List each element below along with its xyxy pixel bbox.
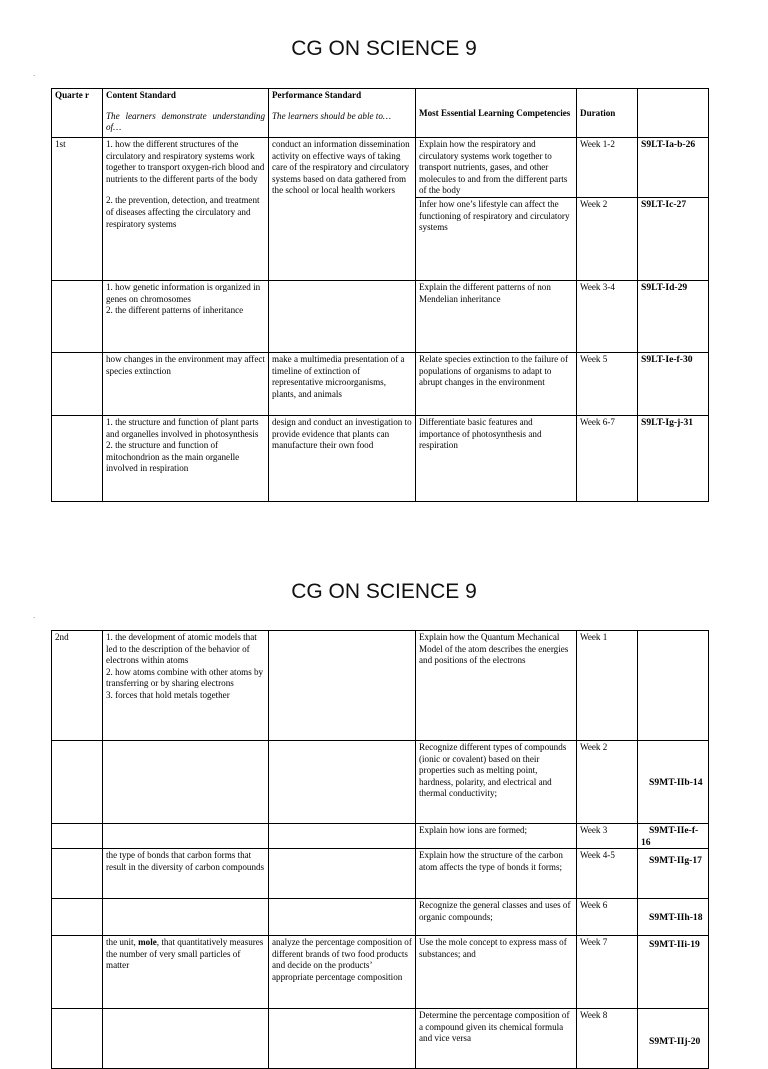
- content-standard-cell: 1. the structure and function of plant parts and organelles involved in photosynthesis 2. the structure and function of mitochondrion as the main organelle involved in respiration: [103, 415, 269, 501]
- competency-cell: Explain how the respiratory and circulatory systems work together to transport nutrients, gases, and other molecules to and from the different parts of the body: [416, 138, 577, 198]
- competency-cell: Determine the percentage composition of a compound given its chemical formula and vice versa: [416, 1009, 577, 1069]
- quarter-cell: [52, 936, 103, 1009]
- code-cell: S9LT-Ie-f-30: [638, 352, 709, 415]
- duration-cell: Week 2: [577, 197, 638, 280]
- table-row: [52, 849, 709, 899]
- duration-cell: Week 5: [577, 352, 638, 415]
- performance-standard-cell: [269, 1009, 416, 1069]
- performance-standard-cell: [269, 280, 416, 352]
- content-standard-cell: [103, 1009, 269, 1069]
- performance-standard-cell: analyze the percentage composition of different brands of two food products and decide on the products’ appropriate percentage composition: [269, 936, 416, 1009]
- code-cell: S9LT-Ic-27: [638, 197, 709, 280]
- competency-cell: Relate species extinction to the failure of populations of organisms to adapt to abrupt changes in the environment: [416, 352, 577, 415]
- performance-standard-cell: [269, 849, 416, 899]
- content-standard-cell: [103, 824, 269, 849]
- duration-cell: Week 1-2: [577, 138, 638, 198]
- performance-standard-cell: conduct an information dissemination activity on effective ways of taking care of the respiratory and circulatory systems based on data gathered from the school or local health workers: [269, 138, 416, 281]
- header-melc: Most Essential Learning Competencies: [416, 89, 577, 138]
- performance-standard-cell: design and conduct an investigation to provide evidence that plants can manufacture their own food: [269, 415, 416, 501]
- quarter-cell: 1st: [52, 138, 103, 281]
- header-code: [638, 89, 709, 138]
- competency-cell: Explain how ions are formed;: [416, 824, 577, 849]
- quarter-cell: [52, 1009, 103, 1069]
- content-standard-cell: how changes in the environment may affect species extinction: [103, 352, 269, 415]
- duration-cell: Week 3-4: [577, 280, 638, 352]
- quarter-cell: [52, 352, 103, 415]
- content-standard-cell: 1. how genetic information is organized in genes on chromosomes 2. the different patterns of inheritance: [103, 280, 269, 352]
- quarter-cell: [52, 280, 103, 352]
- table-row: [52, 415, 709, 501]
- table-row: [52, 936, 709, 1009]
- code-cell: S9MT-IIi-19: [638, 936, 709, 1009]
- content-standard-cell: 1. the development of atomic models that led to the description of the behavior of electrons within atoms 2. how atoms combine with other atoms by transferring or by sharing electrons 3. forces that hold metals together: [103, 631, 269, 741]
- content-standard-cell: [103, 741, 269, 824]
- duration-cell: Week 1: [577, 631, 638, 741]
- duration-cell: Week 7: [577, 936, 638, 1009]
- page-title: CG ON SCIENCE 9: [291, 37, 477, 60]
- code-cell: S9LT-Ia-b-26: [638, 138, 709, 198]
- header-content-standard: Content Standard The learners demonstrate understanding of…: [103, 89, 269, 138]
- competency-cell: Explain how the structure of the carbon atom affects the type of bonds it forms;: [416, 849, 577, 899]
- competency-cell: Explain the different patterns of non Mendelian inheritance: [416, 280, 577, 352]
- duration-cell: Week 2: [577, 741, 638, 824]
- content-standard-cell: the type of bonds that carbon forms that result in the diversity of carbon compounds: [103, 849, 269, 899]
- quarter-cell: [52, 415, 103, 501]
- competency-cell: Infer how one’s lifestyle can affect the functioning of respiratory and circulatory systems: [416, 197, 577, 280]
- content-standard-cell: [103, 899, 269, 936]
- table-row: [52, 899, 709, 936]
- curriculum-table-q1: [51, 88, 709, 502]
- table-row: [52, 138, 709, 198]
- curriculum-table-q2: [51, 630, 709, 1069]
- performance-standard-cell: [269, 899, 416, 936]
- duration-cell: Week 4-5: [577, 849, 638, 899]
- duration-cell: Week 3: [577, 824, 638, 849]
- duration-cell: Week 8: [577, 1009, 638, 1069]
- code-cell: S9MT-IIe-f-16: [638, 824, 709, 849]
- performance-standard-cell: [269, 824, 416, 849]
- competency-cell: Recognize different types of compounds (ionic or covalent) based on their properties such as melting point, hardness, polarity, and electrical and thermal conductivity;: [416, 741, 577, 824]
- header-performance-standard: Performance Standard The learners should be able to…: [269, 89, 416, 138]
- table-row: [52, 741, 709, 824]
- competency-cell: Recognize the general classes and uses of organic compounds;: [416, 899, 577, 936]
- quarter-cell: [52, 849, 103, 899]
- table-row: [52, 824, 709, 849]
- code-cell: S9LT-Id-29: [638, 280, 709, 352]
- quarter-cell: [52, 899, 103, 936]
- competency-cell: Explain how the Quantum Mechanical Model of the atom describes the energies and positions of the electrons: [416, 631, 577, 741]
- code-cell: S9MT-IIg-17: [638, 849, 709, 899]
- table-row: [52, 631, 709, 741]
- page-title-2: CG ON SCIENCE 9: [291, 580, 477, 603]
- tick-mark-2: `: [33, 616, 36, 624]
- tick-mark: `: [33, 74, 36, 82]
- table-row: [52, 352, 709, 415]
- quarter-cell: [52, 741, 103, 824]
- performance-standard-cell: [269, 631, 416, 741]
- quarter-cell: [52, 824, 103, 849]
- code-cell: S9MT-IIh-18: [638, 899, 709, 936]
- code-cell: [638, 631, 709, 741]
- code-cell: S9LT-Ig-j-31: [638, 415, 709, 501]
- performance-standard-cell: [269, 741, 416, 824]
- content-standard-cell: 1. how the different structures of the circulatory and respiratory systems work together to transport oxygen-rich blood and nutrients to the different parts of the body 2. the prevention, detection, and treatment of diseases affecting the circulatory and respiratory systems: [103, 138, 269, 281]
- competency-cell: Differentiate basic features and importance of photosynthesis and respiration: [416, 415, 577, 501]
- code-cell: S9MT-IIj-20: [638, 1009, 709, 1069]
- header-quarter: Quarte r: [52, 89, 103, 138]
- content-standard-cell: the unit, mole, that quantitatively measures the number of very small particles of matter: [103, 936, 269, 1009]
- quarter-cell: 2nd: [52, 631, 103, 741]
- table-row: [52, 1009, 709, 1069]
- header-duration: Duration: [577, 89, 638, 138]
- code-cell: S9MT-IIb-14: [638, 741, 709, 824]
- table-row: [52, 280, 709, 352]
- competency-cell: Use the mole concept to express mass of substances; and: [416, 936, 577, 1009]
- performance-standard-cell: make a multimedia presentation of a timeline of extinction of representative microorganisms, plants, and animals: [269, 352, 416, 415]
- table-header-row: [52, 89, 709, 138]
- duration-cell: Week 6: [577, 899, 638, 936]
- duration-cell: Week 6-7: [577, 415, 638, 501]
